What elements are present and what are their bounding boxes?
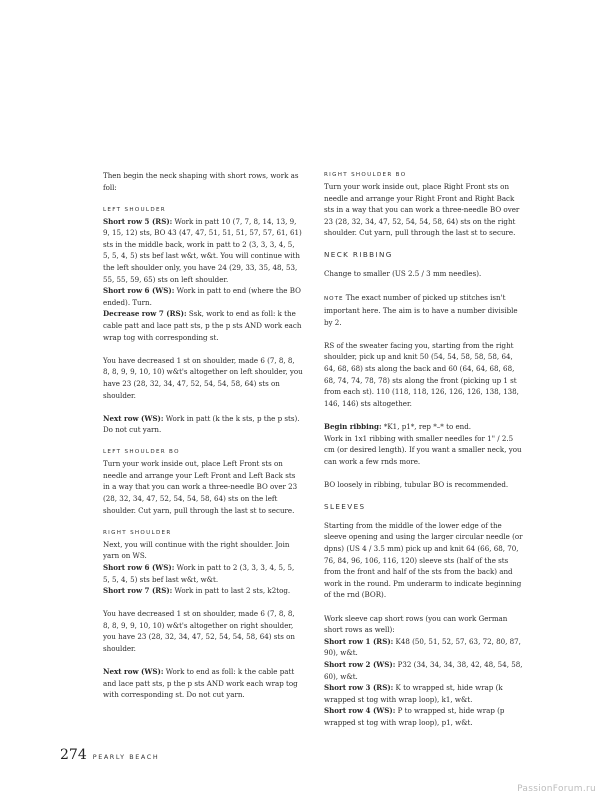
left-shoulder-decreased: You have decreased 1 st on shoulder, made 6 (7, 8, 8, 8, 8, 9, 9, 10, 10) w&t's altogether on left shoulder, you have 23 (28, 32, 34, 47, 52, 54, 54, 58, 64) sts on shoulder. (103, 355, 303, 400)
right-column (324, 170, 526, 740)
section-heading-right-shoulder: RIGHT SHOULDER (103, 529, 172, 536)
section-heading-left-shoulder: LEFT SHOULDER (103, 206, 166, 213)
watermark: PassionForum.ru (517, 784, 596, 794)
sleeves-short-rows: Work sleeve cap short rows (you can work German short rows as well): Short row 1 (RS): K48 (50, 51, 52, 57, 63, 72, 80, 87, 90), w&t. Short row 2 (WS): P32 (34, 34, 34, 38, 42, 48, 54, 58, 60), w&t. Short row 3 (RS): K to wrapped st, hide wrap (k wrapped st tog with wrap loop), k1, w&t. Short row 4 (WS): P to wrapped st, hide wrap (p wrapped st tog with wrap loop), p1, w&t. (324, 613, 523, 727)
right-shoulder-next-row: Next row (WS): Work to end as foll: k the cable patt and lace patt sts, p the p sts AND work each wrap tog with corresponding st. Do not cut yarn. (103, 667, 298, 700)
left-shoulder-rows: Short row 5 (RS): Work in patt 10 (7, 7, 8, 14, 13, 9, 9, 15, 12) sts, BO 43 (47, 47, 51, 51, 51, 57, 57, 61, 61) sts in the middle back, work in patt to 2 (3, 3, 3, 4, 5, 5, 5, 4, 5) sts bef last w&t, w&t. You will continue with the left shoulder only, you have 24 (29, 33, 35, 48, 53, 55, 55, 59, 65) sts on left shoulder. Short row 6 (WS): Work in patt to end (where the BO ended). Turn. Decrease row 7 (RS): Ssk, work to end as foll: k the cable patt and lace patt sts, p the p sts AND work each wrap tog with corresponding st. (103, 216, 302, 342)
section-heading-sleeves: SLEEVES (324, 501, 366, 511)
left-column (103, 170, 303, 712)
section-title: PEARLY BEACH (92, 753, 160, 761)
section-heading-right-shoulder-bo: RIGHT SHOULDER BO (324, 172, 407, 178)
section-heading-neck-ribbing: NECK RIBBING (324, 250, 393, 260)
section-heading-left-shoulder-bo: LEFT SHOULDER BO (103, 449, 180, 456)
intro-paragraph: Then begin the neck shaping with short rows, work as foll: (103, 171, 299, 192)
page-footer (60, 747, 159, 767)
page-number: 274 (60, 747, 87, 763)
left-shoulder-next-row: Next row (WS): Work in patt (k the k sts, p the p sts). Do not cut yarn. (103, 413, 300, 435)
note-label: NOTE (324, 295, 344, 302)
neck-begin-ribbing: Begin ribbing: *K1, p1*, rep *–* to end. Work in 1x1 ribbing with smaller needles for 1" / 2.5 cm (or desired length). If you want a smaller neck, you can work a few rnds more. (324, 421, 522, 466)
sleeves-start: Starting from the middle of the lower edge of the sleeve opening and using the larger circular needle (or dpns) (US 4 / 3.5 mm) pick up and knit 64 (66, 68, 70, 76, 84, 96, 106, 116, 120) sleeve sts (half of the sts from the front and half of the sts from the back) and work in the round. Pm underarm to indicate beginning of the rnd (BOR). (324, 520, 523, 600)
right-shoulder-decreased: You have decreased 1 st on shoulder, made 6 (7, 8, 8, 8, 8, 9, 9, 10, 10) w&t's altogether on right shoulder, you have 23 (28, 32, 34, 47, 52, 54, 54, 58, 64) sts on shoulder. (103, 609, 295, 653)
neck-note: NOTE The exact number of picked up stitches isn't important here. The aim is to have a number divisible by 2. (324, 292, 518, 327)
right-shoulder-rows: Next, you will continue with the right shoulder. Join yarn on WS. Short row 6 (WS): Work in patt to 2 (3, 3, 3, 4, 5, 5, 5, 5, 4, 5) sts bef last w&t, w&t. Short row 7 (RS): Work in patt to last 2 sts, k2tog. (103, 539, 295, 596)
neck-pickup: RS of the sweater facing you, starting from the right shoulder, pick up and knit 50 (54, 54, 58, 58, 58, 64, 64, 68, 68) sts along the back and 60 (64, 64, 68, 68, 68, 74, 74, 78, 78) sts along the front (picking up 1 st from each st). 110 (118, 118, 126, 126, 126, 138, 138, 146, 146) sts altogether. (324, 340, 519, 408)
right-shoulder-bo-text: Turn your work inside out, place Right Front sts on needle and arrange your Right Front and Right Back sts in a way that you can work a three-needle BO over 23 (28, 32, 34, 47, 52, 54, 54, 58, 64) sts on the right shoulder. Cut yarn, pull through the last st to secure. (324, 182, 520, 238)
neck-change-needles: Change to smaller (US 2.5 / 3 mm needles). (324, 269, 482, 279)
left-shoulder-bo-text: Turn your work inside out, place Left Front sts on needle and arrange your Left Front and Left Back sts in a way that you can work a three-needle BO over 23 (28, 32, 34, 47, 52, 54, 54, 58, 64) sts on the left shoulder. Cut yarn, pull through the last st to secure. (103, 459, 298, 515)
neck-bo: BO loosely in ribbing, tubular BO is recommended. (324, 479, 509, 489)
